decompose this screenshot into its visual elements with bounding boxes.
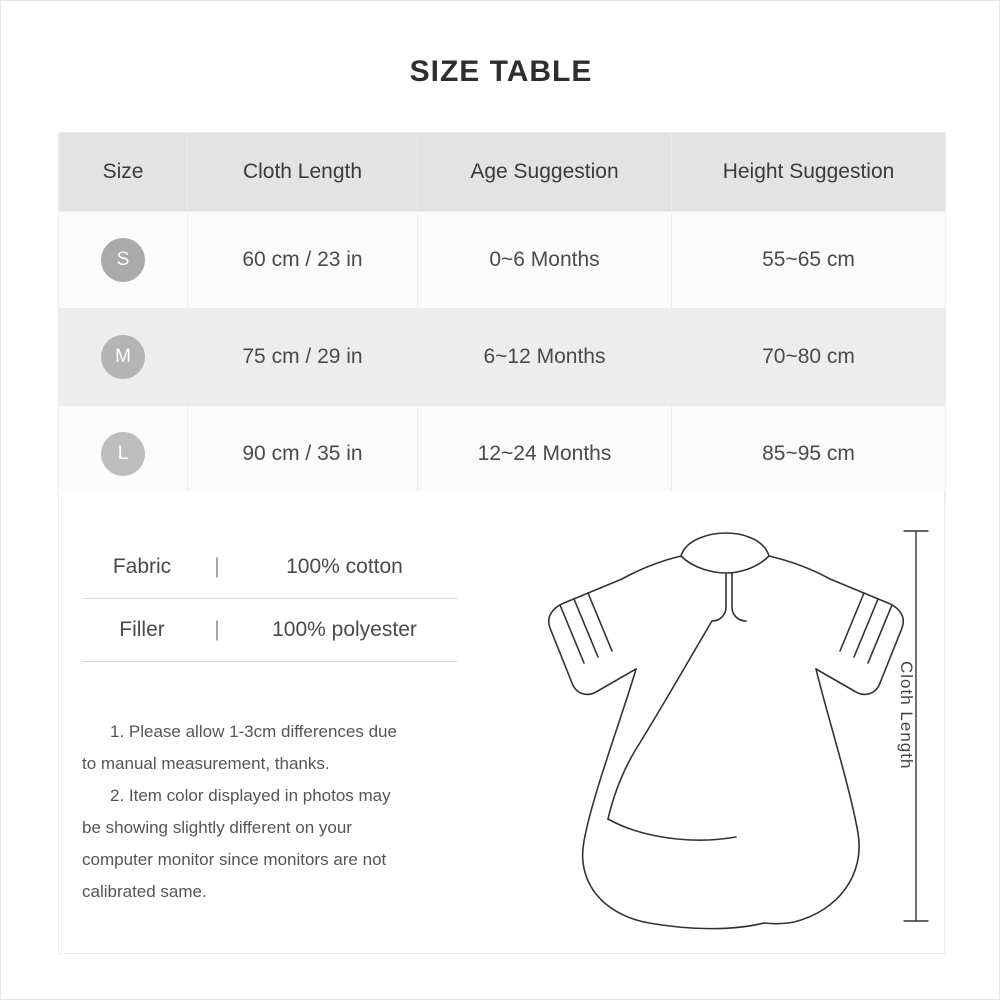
note-line: to manual measurement, thanks. bbox=[82, 754, 330, 773]
product-illustration bbox=[464, 511, 934, 941]
details-panel bbox=[58, 491, 945, 954]
cell-height: 85~95 cm bbox=[672, 406, 946, 503]
column-header-height-suggestion: Height Suggestion bbox=[672, 133, 946, 212]
spec-label-fabric: Fabric bbox=[112, 555, 172, 578]
table-row bbox=[59, 309, 946, 406]
spec-row-filler bbox=[82, 599, 457, 662]
column-header-cloth-length: Cloth Length bbox=[188, 133, 418, 212]
notes-block bbox=[82, 716, 482, 908]
column-header-age-suggestion: Age Suggestion bbox=[418, 133, 672, 212]
table-row bbox=[59, 406, 946, 503]
cell-age: 12~24 Months bbox=[418, 406, 672, 503]
note-line: 1. Please allow 1-3cm differences due bbox=[110, 722, 397, 741]
size-badge-m: M bbox=[101, 335, 145, 379]
table-header-row bbox=[59, 133, 946, 212]
size-badge-s: S bbox=[101, 238, 145, 282]
size-table bbox=[58, 132, 946, 503]
note-line: be showing slightly different on your bbox=[82, 818, 352, 837]
cell-cloth-length: 75 cm / 29 in bbox=[188, 309, 418, 406]
cell-size bbox=[59, 309, 188, 406]
spec-row-fabric bbox=[82, 536, 457, 599]
baby-sleeping-bag-icon bbox=[464, 511, 934, 941]
cell-cloth-length: 90 cm / 35 in bbox=[188, 406, 418, 503]
spec-list bbox=[82, 536, 457, 662]
cell-age: 6~12 Months bbox=[418, 309, 672, 406]
note-line: calibrated same. bbox=[82, 882, 207, 901]
spec-label-filler: Filler bbox=[119, 618, 165, 641]
column-header-size: Size bbox=[59, 133, 188, 212]
cell-height: 55~65 cm bbox=[672, 212, 946, 309]
page-title: SIZE TABLE bbox=[409, 55, 593, 88]
cell-size bbox=[59, 212, 188, 309]
note-line: computer monitor since monitors are not bbox=[82, 850, 387, 869]
spec-separator: | bbox=[214, 555, 220, 578]
note-line: 2. Item color displayed in photos may bbox=[110, 786, 391, 805]
spec-value-fabric: 100% cotton bbox=[286, 555, 403, 578]
table-row bbox=[59, 212, 946, 309]
cell-size bbox=[59, 406, 188, 503]
dimension-label-cloth-length: Cloth Length bbox=[897, 661, 916, 770]
spec-value-filler: 100% polyester bbox=[272, 618, 417, 641]
spec-separator: | bbox=[214, 618, 220, 641]
size-badge-l: L bbox=[101, 432, 145, 476]
cell-height: 70~80 cm bbox=[672, 309, 946, 406]
cell-cloth-length: 60 cm / 23 in bbox=[188, 212, 418, 309]
cell-age: 0~6 Months bbox=[418, 212, 672, 309]
